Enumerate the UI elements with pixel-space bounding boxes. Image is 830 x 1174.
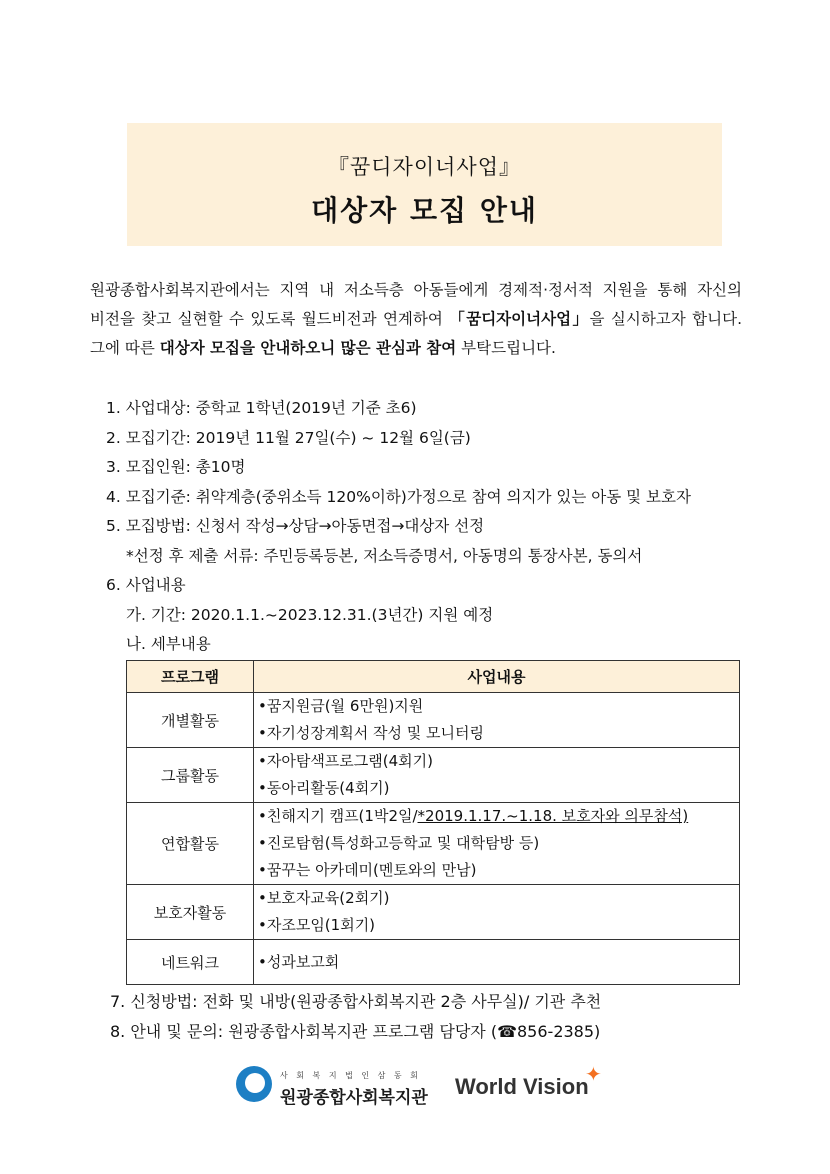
content-line: •자아탐색프로그램(4회기) [258, 752, 433, 770]
program-cell: 그룹활동 [127, 748, 254, 803]
org-ring-icon [236, 1066, 272, 1102]
table-row [127, 940, 740, 985]
content-cell [254, 940, 740, 985]
content-cell [254, 803, 740, 885]
intro-text-1: 원광종합사회복지관에서는 지역 내 저소득층 아동들에게 경제적·정서적 지원을 통해 자신의 비전을 찾고 실현할 수 있도록 월드비전과 연계하여 [90, 281, 742, 328]
content-line: •보호자교육(2회기) [258, 889, 390, 907]
list-item: 3. 모집인원: 총10명 [106, 458, 246, 476]
world-vision-logo [455, 1062, 615, 1104]
wv-name: World Vision [455, 1074, 589, 1099]
content-line: •성과보고회 [258, 952, 340, 971]
list-item: 5. 모집방법: 신청서 작성→상담→아동면접→대상자 선정 [106, 517, 485, 535]
list-item: 7. 신청방법: 전화 및 내방(원광종합사회복지관 2층 사무실)/ 기관 추천 [110, 992, 602, 1011]
star-icon: ✦ [585, 1062, 602, 1086]
program-cell: 연합활동 [127, 803, 254, 885]
org-name: 원광종합사회복지관 [280, 1088, 428, 1108]
content-line: •동아리활동(4회기) [258, 779, 390, 797]
table-row [127, 748, 740, 803]
content-line: •자기성장계획서 작성 및 모니터링 [258, 724, 485, 742]
content-line: •진로탐험(특성화고등학교 및 대학탐방 등) [258, 834, 540, 852]
intro-emphasis: 대상자 모집을 안내하오니 많은 관심과 참여 [159, 339, 457, 357]
program-cell: 네트워크 [127, 940, 254, 985]
title-box [127, 123, 722, 246]
camp-note: *2019.1.17.~1.18. 보호자와 의무참석) [417, 807, 689, 825]
intro-program-name: 「꿈디자이너사업」 [449, 310, 590, 328]
program-title: 『꿈디자이너사업』 [327, 155, 521, 179]
list-item: 1. 사업대상: 중학교 1학년(2019년 기준 초6) [106, 399, 417, 417]
content-line: •꿈꾸는 아카데미(멘토와의 만남) [258, 861, 477, 879]
content-line: •자조모임(1회기) [258, 916, 376, 934]
list-note: *선정 후 제출 서류: 주민등록등본, 저소득증명서, 아동명의 통장사본, 동의서 [126, 546, 643, 565]
list-item: 6. 사업내용 [106, 576, 186, 594]
table-header-row [127, 661, 740, 693]
table-header: 사업내용 [254, 661, 740, 693]
table-row [127, 885, 740, 940]
intro-text-2: 을 실시하고자 합니다. 그에 따른 [90, 310, 743, 357]
list-item: 8. 안내 및 문의: 원광종합사회복지관 프로그램 담당자 (☎856-2385) [110, 1022, 601, 1041]
content-line: •꿈지원금(월 6만원)지원 [258, 697, 424, 715]
org-subtitle: 사 회 복 지 법 인 삼 동 회 [280, 1071, 421, 1080]
content-line [258, 803, 739, 830]
content-cell [254, 885, 740, 940]
program-table [126, 660, 740, 985]
program-cell: 보호자활동 [127, 885, 254, 940]
list-item: 4. 모집기준: 취약계층(중위소득 120%이하)가정으로 참여 의지가 있는 아동 및 보호자 [106, 487, 691, 506]
wonkwang-logo [236, 1064, 436, 1108]
content-cell [254, 693, 740, 748]
intro-paragraph [90, 276, 742, 363]
list-subitem: 가. 기간: 2020.1.1.~2023.12.31.(3년간) 지원 예정 [126, 605, 494, 624]
camp-text: •친해지기 캠프(1박2일/ [258, 807, 418, 825]
program-cell: 개별활동 [127, 693, 254, 748]
content-cell [254, 748, 740, 803]
list-subitem: 나. 세부내용 [126, 635, 211, 653]
table-header: 프로그램 [127, 661, 254, 693]
info-list [106, 394, 806, 660]
table-row [127, 693, 740, 748]
page-title: 대상자 모집 안내 [311, 194, 538, 227]
contact-info [110, 987, 601, 1047]
intro-text-3: 부탁드립니다. [456, 339, 556, 357]
table-row [127, 803, 740, 885]
list-item: 2. 모집기간: 2019년 11월 27일(수) ~ 12월 6일(금) [106, 428, 471, 447]
